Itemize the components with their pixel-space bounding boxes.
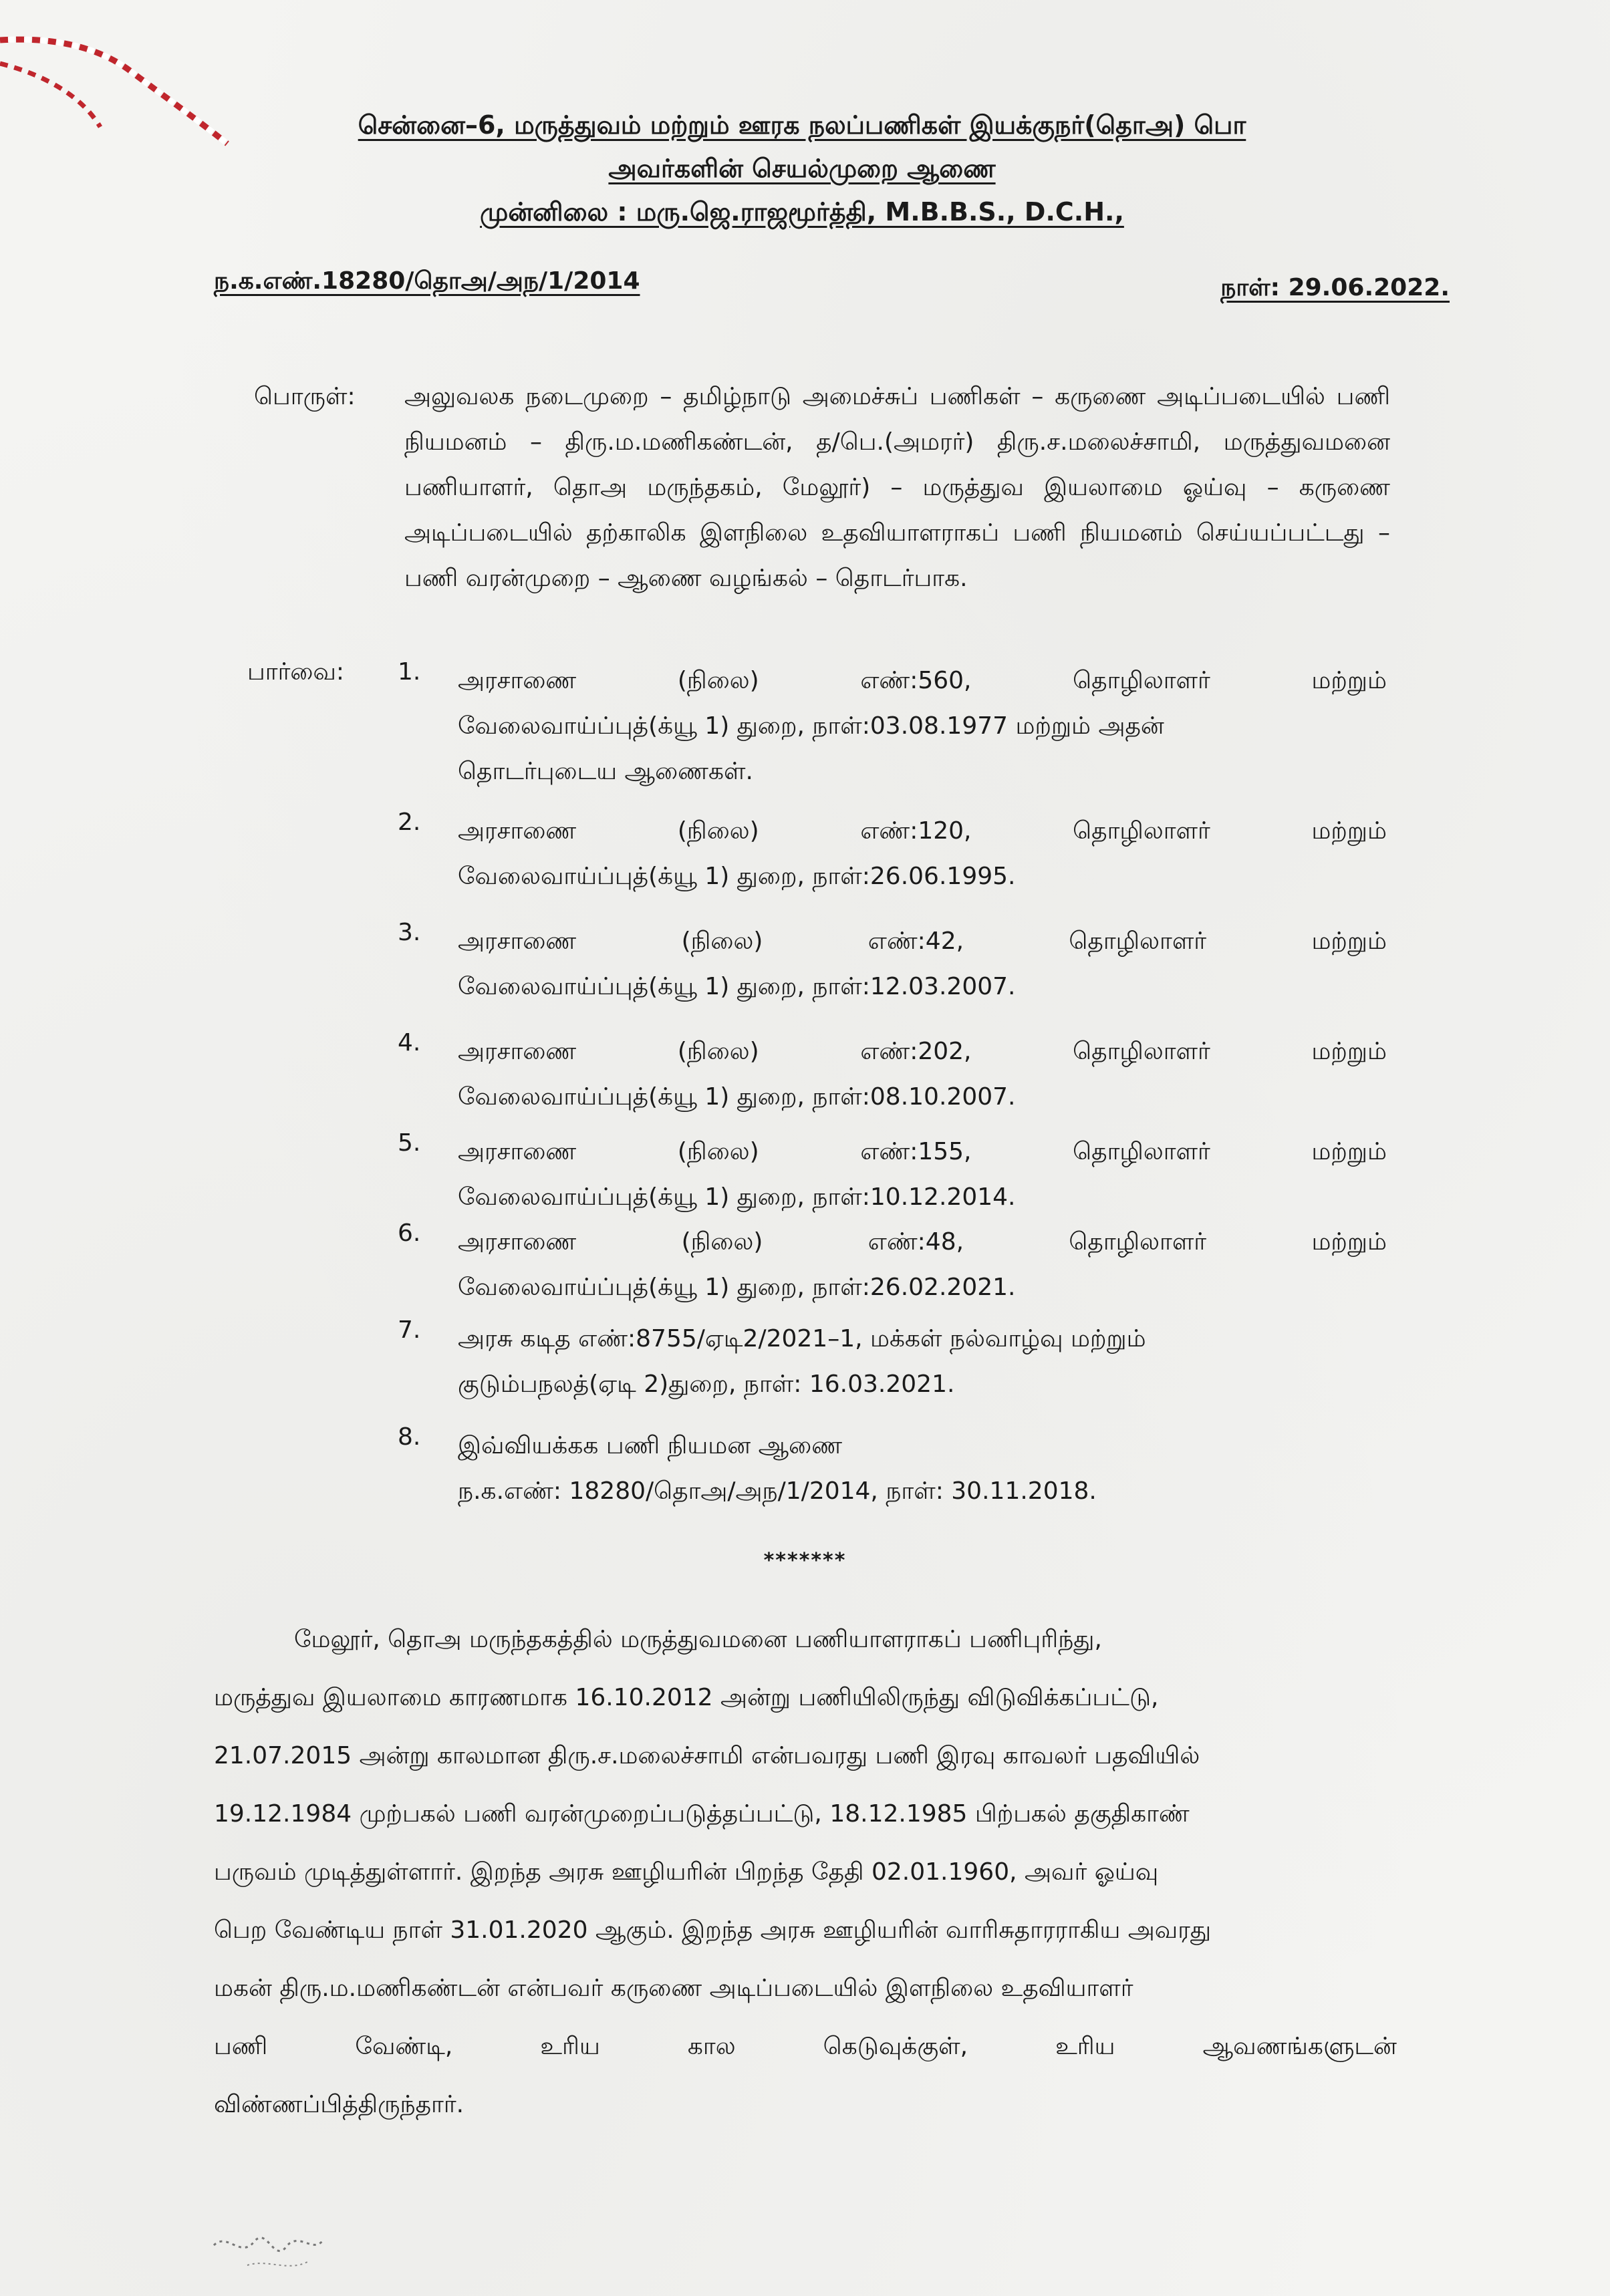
body-line: விண்ணப்பித்திருந்தார். (214, 2091, 464, 2118)
reference-number-label: 7. (398, 1316, 421, 1344)
reference-number-label: 4. (398, 1029, 421, 1056)
header-line-1: சென்னை–6, மருத்துவம் மற்றும் ஊரக நலப்பணிகள் இயக்குநர்(தொஅ) பொ (358, 110, 1246, 140)
body-word: வேண்டி, (355, 2033, 453, 2060)
ref-word: தொழிலாளர் (1069, 1228, 1207, 1256)
body-word: ஆவணங்களுடன் (1202, 2033, 1397, 2060)
ref-word: மற்றும் (1311, 817, 1387, 845)
ref-word: தொழிலாளர் (1073, 1038, 1210, 1065)
header-line-2: அவர்களின் செயல்முறை ஆணை (608, 154, 996, 183)
reference-line: வேலைவாய்ப்புத்(க்யூ 1) துறை, நாள்:10.12.2014. (458, 1183, 1016, 1211)
ref-word: (நிலை) (677, 817, 759, 845)
ref-word: தொழிலாளர் (1069, 927, 1207, 955)
ref-word: தொழிலாளர் (1073, 817, 1210, 845)
body-line: பருவம் முடித்துள்ளார். இறந்த அரசு ஊழியரின் பிறந்த தேதி 02.01.1960, அவர் ஓய்வு (214, 1858, 1159, 1886)
body-word: கெடுவுக்குள், (823, 2033, 968, 2060)
subject-text: அலுவலக நடைமுறை – தமிழ்நாடு அமைச்சுப் பணிகள் – கருணை அடிப்படையில் பணி நியமனம் – திரு.ம.மணிகண்டன், த/பெ.(அமரர்) திரு.ச.மலைச்சாமி, மருத்துவமனை பணியாளர், தொஅ மருந்தகம், மேலூர்) – மருத்துவ இயலாமை ஓய்வு – கருணை அடிப்படையில் தற்காலிக இளநிலை உதவியாளராகப் பணி நியமனம் செய்யப்பட்டது – பணி வரன்முறை – ஆணை வழங்கல் – தொடர்பாக. (404, 383, 1390, 592)
ref-word: எண்:48, (867, 1228, 964, 1256)
body-line: மகன் திரு.ம.மணிகண்டன் என்பவர் கருணை அடிப்படையில் இளநிலை உதவியாளர் (214, 1975, 1133, 2002)
ref-word: (நிலை) (681, 1228, 763, 1256)
ref-word: மற்றும் (1311, 667, 1387, 694)
reference-line: வேலைவாய்ப்புத்(க்யூ 1) துறை, நாள்:12.03.2007. (458, 973, 1016, 1000)
reference-line: ந.க.எண்: 18280/தொஅ/அந/1/2014, நாள்: 30.11.2018. (458, 1477, 1097, 1505)
reference-item (398, 1316, 1387, 1407)
reference-item (398, 919, 1387, 1010)
reference-line: குடும்பநலத்(ஏடி 2)துறை, நாள்: 16.03.2021. (458, 1371, 955, 1398)
reference-item (398, 1423, 1387, 1514)
ref-word: அரசாணை (458, 1038, 577, 1065)
reference-line: இவ்வியக்கக பணி நியமன ஆணை (458, 1432, 842, 1459)
ref-word: அரசாணை (458, 817, 577, 845)
body-line: 19.12.1984 முற்பகல் பணி வரன்முறைப்படுத்தப்பட்டு, 18.12.1985 பிற்பகல் தகுதிகாண் (214, 1800, 1190, 1828)
ref-word: அரசாணை (458, 927, 577, 955)
body-line: மருத்துவ இயலாமை காரணமாக 16.10.2012 அன்று பணியிலிருந்து விடுவிக்கப்பட்டு, (214, 1684, 1159, 1711)
ref-word: (நிலை) (677, 1038, 759, 1065)
ref-word: (நிலை) (677, 667, 759, 694)
body-line-spread (214, 2017, 1397, 2075)
body-paragraph (214, 1610, 1397, 2134)
reference-line: தொடர்புடைய ஆணைகள். (458, 758, 753, 785)
reference-item (398, 1029, 1387, 1120)
ref-word: எண்:120, (860, 817, 972, 845)
reference-item (398, 1219, 1387, 1310)
ref-word: அரசாணை (458, 1138, 577, 1165)
ref-word: எண்:560, (860, 667, 972, 694)
scribble-mark-icon (207, 2205, 408, 2285)
ref-word: தொழிலாளர் (1073, 1138, 1210, 1165)
reference-number-label: 1. (398, 658, 421, 686)
ref-word: மற்றும் (1311, 1228, 1387, 1256)
body-word: பணி (214, 2033, 268, 2060)
ref-word: அரசாணை (458, 667, 577, 694)
body-line: 21.07.2015 அன்று காலமான திரு.ச.மலைச்சாமி என்பவரது பணி இரவு காவலர் பதவியில் (214, 1742, 1200, 1769)
reference-number-label: 5. (398, 1129, 421, 1157)
reference-number-label: 6. (398, 1219, 421, 1247)
section-separator: ******* (763, 1549, 847, 1572)
reference-item (398, 658, 1387, 795)
ref-word: தொழிலாளர் (1073, 667, 1210, 694)
reference-line: அரசு கடித எண்:8755/ஏடி2/2021–1, மக்கள் நல்வாழ்வு மற்றும் (458, 1325, 1146, 1352)
reference-number-label: 3. (398, 919, 421, 946)
subject-label: பொருள்: (254, 383, 356, 410)
ref-word: மற்றும் (1311, 927, 1387, 955)
ref-word: எண்:42, (867, 927, 964, 955)
reference-number-label: 8. (398, 1423, 421, 1451)
ref-word: மற்றும் (1311, 1138, 1387, 1165)
body-word: உரிய (540, 2033, 600, 2060)
body-line: பெற வேண்டிய நாள் 31.01.2020 ஆகும். இறந்த அரசு ஊழியரின் வாரிசுதாரராகிய அவரது (214, 1916, 1212, 1944)
header-line-3: முன்னிலை : மரு.ஜெ.ராஜமூர்த்தி, M.B.B.S., D.C.H., (480, 197, 1124, 227)
body-word: உரிய (1055, 2033, 1115, 2060)
references-label: பார்வை: (247, 658, 345, 686)
reference-line: வேலைவாய்ப்புத்(க்யூ 1) துறை, நாள்:08.10.2007. (458, 1083, 1016, 1111)
reference-number: ந.க.எண்.18280/தொஅ/அந/1/2014 (214, 267, 640, 295)
reference-item (398, 1129, 1387, 1220)
ref-word: அரசாணை (458, 1228, 577, 1256)
order-date: நாள்: 29.06.2022. (1220, 274, 1450, 301)
reference-line: வேலைவாய்ப்புத்(க்யூ 1) துறை, நாள்:26.06.1995. (458, 863, 1016, 890)
ref-word: (நிலை) (677, 1138, 759, 1165)
reference-item (398, 809, 1387, 899)
ref-word: எண்:202, (860, 1038, 972, 1065)
subject-block (254, 374, 1390, 601)
ref-word: மற்றும் (1311, 1038, 1387, 1065)
ref-word: (நிலை) (681, 927, 763, 955)
body-line: மேலூர், தொஅ மருந்தகத்தில் மருத்துவமனை பணியாளராகப் பணிபுரிந்து, (294, 1626, 1102, 1653)
reference-number-label: 2. (398, 809, 421, 836)
body-word: கால (687, 2033, 736, 2060)
reference-line: வேலைவாய்ப்புத்(க்யூ 1) துறை, நாள்:26.02.2021. (458, 1274, 1016, 1301)
ref-word: எண்:155, (860, 1138, 972, 1165)
reference-line: வேலைவாய்ப்புத்(க்யூ 1) துறை, நாள்:03.08.1977 மற்றும் அதன் (458, 712, 1164, 740)
